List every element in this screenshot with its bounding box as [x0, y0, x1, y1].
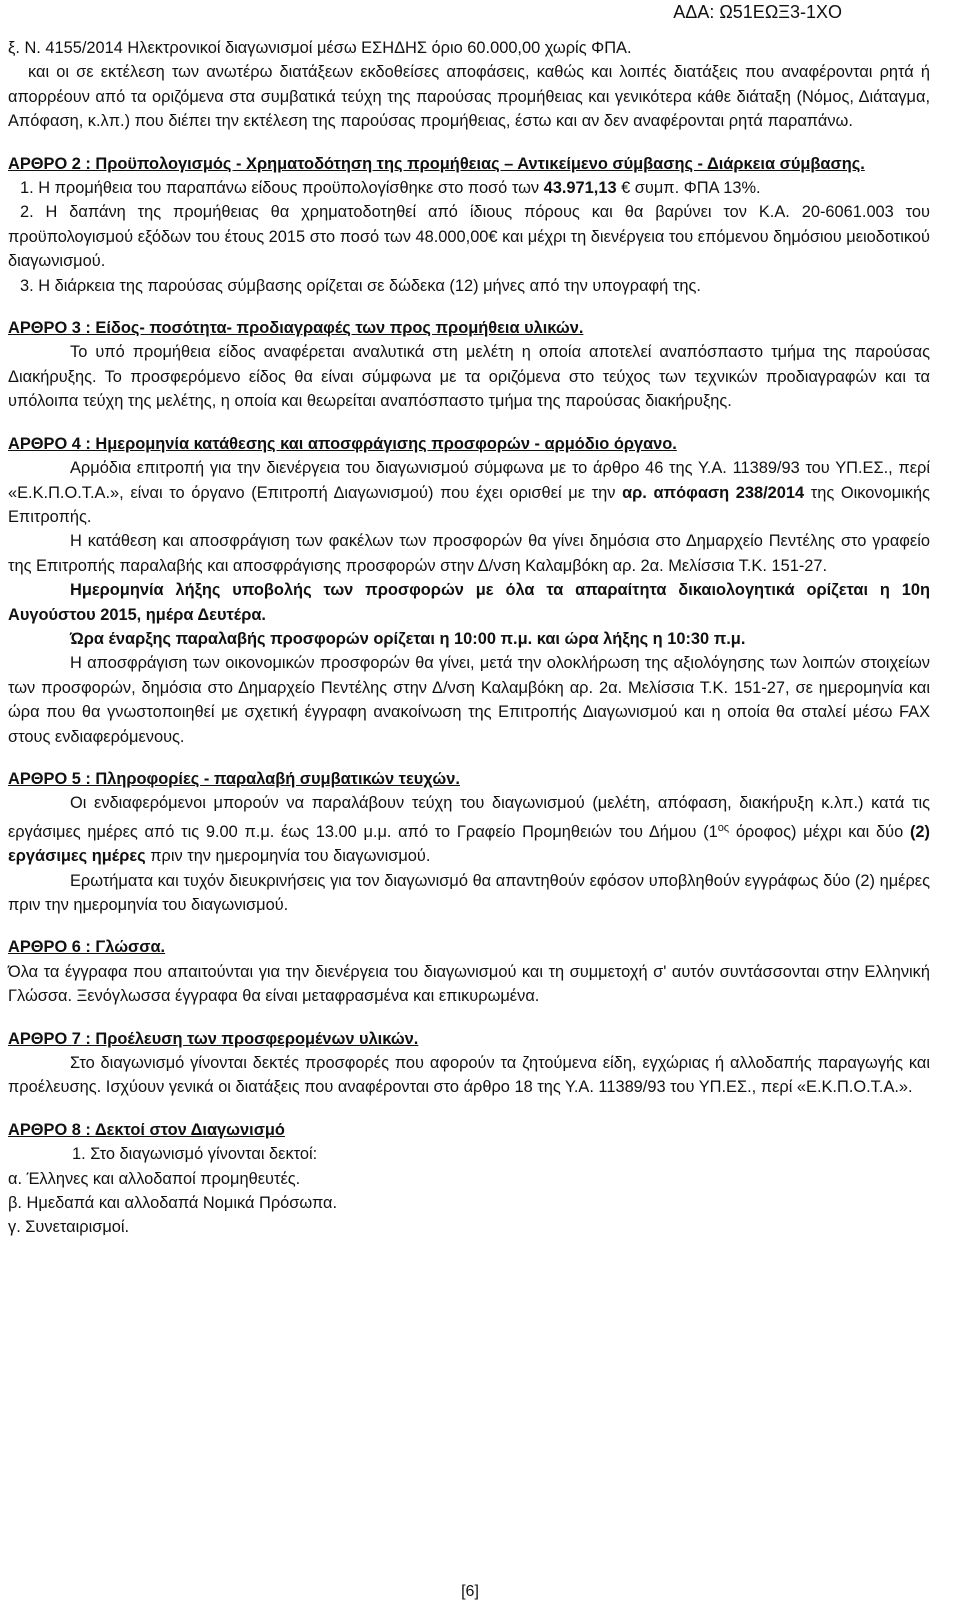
article-4-paragraph-5: Η αποσφράγιση των οικονομικών προσφορών θα γίνει, μετά την ολοκλήρωση της αξιολόγησης των λοιπών στοιχείων των προσφορών, δημόσια στο Δημαρχείο Πεντέλης στην Δ/νση Καλαμβόκη αρ. 2α. Μελίσσια Τ.Κ. 151-27, σε ημερομηνία και ώρα που θα γνωστοποιηθεί με σχετική έγγραφη ανακοίνωση της Επιτροπής Διαγωνισμού και η οποία θα σταλεί μέσω FAX στους ενδιαφερόμενους. [8, 654, 930, 746]
article-4-hours: Ώρα έναρξης παραλαβής προσφορών ορίζεται η 10:00 π.μ. και ώρα λήξης η 10:30 π.μ. [70, 629, 746, 648]
article-8-item-b: β. Ημεδαπά και αλλοδαπά Νομικά Πρόσωπα. [8, 1194, 338, 1213]
article-6-title: ΑΡΘΡΟ 6 : Γλώσσα. [8, 938, 166, 957]
article-2-item-3: 3. Η διάρκεια της παρούσας σύμβασης ορίζεται σε δώδεκα (12) μήνες από την υπογραφή της. [20, 276, 701, 295]
article-4-paragraph-2: Η κατάθεση και αποσφράγιση των φακέλων των προσφορών θα γίνει δημόσια στο Δημαρχείο Πεντέλης στο γραφείο της Επιτροπής παραλαβής και αποσφράγισης προσφορών στην Δ/νση Καλαμβόκη αρ. 2α. Μελίσσια Τ.Κ. 151-27. [8, 532, 930, 575]
article-5-paragraph-1: Οι ενδιαφερόμενοι μπορούν να παραλάβουν τεύχη του διαγωνισμού (μελέτη, απόφαση, διακήρυξη κ.λπ.) κατά τις εργάσιμες ημέρες από τις 9.00 π.μ. έως 13.00 μ.μ. από το Γραφείο Προμηθειών του Δήμου ($1^{o\varsigma}$ όροφος) μέχρι και δύο (2) εργάσιμες ημέρες πριν την ημερομηνία του διαγωνισμού. [8, 794, 930, 866]
article-8-title: ΑΡΘΡΟ 8 : Δεκτοί στον Διαγωνισμό [8, 1120, 285, 1139]
article-8-item-c: γ. Συνεταιρισμοί. [8, 1218, 130, 1237]
document-body [8, 36, 930, 1240]
article-4-title: ΑΡΘΡΟ 4 : Ημερομηνία κατάθεσης και αποσφράγισης προσφορών - αρμόδιο όργανο. [8, 434, 677, 453]
article-8-item-1: 1. Στο διαγωνισμό γίνονται δεκτοί: [72, 1145, 318, 1164]
article-6-paragraph: Όλα τα έγγραφα που απαιτούνται για την διενέργεια του διαγωνισμού και τη συμμετοχή σ' αυτόν συντάσσονται στην Ελληνική Γλώσσα. Ξενόγλωσσα έγγραφα θα είναι μεταφρασμένα και επικυρωμένα. [8, 962, 930, 1006]
page-number: [6] [461, 1583, 479, 1600]
article-3-title: ΑΡΘΡΟ 3 : Είδος- ποσότητα- προδιαγραφές των προς προμήθεια υλικών. [8, 319, 584, 338]
article-4-deadline: Ημερομηνία λήξης υποβολής των προσφορών με όλα τα απαραίτητα δικαιολογητικά ορίζεται η 10η Αυγούστου 2015, ημέρα Δευτέρα. [8, 581, 930, 624]
intro-paragraph: και οι σε εκτέλεση των ανωτέρω διατάξεων εκδοθείσες αποφάσεις, καθώς και λοιπές διατάξεις που αναφέρονται ρητά ή απορρέουν από τα οριζόμενα στα συμβατικά τεύχη της παρούσας προμήθειας και γενικότερα κάθε διάταξη (Νόμος, Διάταγμα, Απόφαση, κ.λπ.) που διέπει την εκτέλεση της παρούσας προμήθειας, έστω και αν δεν αναφέρονται ρητά παραπάνω. [8, 63, 930, 131]
article-7-paragraph: Στο διαγωνισμό γίνονται δεκτές προσφορές που αφορούν τα ζητούμενα είδη, εγχώριας ή αλλοδαπής παραγωγής και προέλευσης. Ισχύουν γενικά οι διατάξεις που αναφέρονται στο άρθρο 18 της Υ.Α. 11389/93 του ΥΠ.ΕΣ., περί «Ε.Κ.Π.Ο.Τ.Α.». [8, 1054, 930, 1097]
article-3-paragraph: Το υπό προμήθεια είδος αναφέρεται αναλυτικά στη μελέτη η οποία αποτελεί αναπόσπαστο τμήμα της παρούσας Διακήρυξης. Το προσφερόμενο είδος θα είναι σύμφωνα με τα οριζόμενα στο τεύχος των τεχνικών προδιαγραφών και τα υπόλοιπα τεύχη της μελέτης, η οποία και θεωρείται αναπόσπαστο τμήμα της παρούσας διακήρυξης. [8, 343, 930, 411]
article-8-item-a: α. Έλληνες και αλλοδαποί προμηθευτές. [8, 1169, 301, 1188]
article-4-paragraph-1: Αρμόδια επιτροπή για την διενέργεια του διαγωνισμού σύμφωνα με το άρθρο 46 της Υ.Α. 11389/93 του ΥΠ.ΕΣ., περί «Ε.Κ.Π.Ο.Τ.Α.», είναι το όργανο (Επιτροπή Διαγωνισμού) που έχει ορισθεί με την αρ. απόφαση 238/2014 της Οικονομικής Επιτροπής. [8, 459, 930, 526]
article-7-title: ΑΡΘΡΟ 7 : Προέλευση των προσφερομένων υλικών. [8, 1029, 419, 1048]
article-5-paragraph-2: Ερωτήματα και τυχόν διευκρινήσεις για τον διαγωνισμό θα απαντηθούν εφόσον υποβληθούν εγγράφως δύο (2) ημέρες πριν την ημερομηνία του διαγωνισμού. [8, 871, 930, 914]
ada-code: ΑΔΑ: Ω51ΕΩΞ3-1ΧΟ [673, 2, 842, 22]
article-5-title: ΑΡΘΡΟ 5 : Πληροφορίες - παραλαβή συμβατικών τευχών. [8, 769, 460, 788]
intro-xi-line: ξ. Ν. 4155/2014 Ηλεκτρονικοί διαγωνισμοί μέσω ΕΣΗΔΗΣ όριο 60.000,00 χωρίς ΦΠΑ. [8, 39, 632, 57]
article-2-item-1: 1. Η προμήθεια του παραπάνω είδους προϋπολογίσθηκε στο ποσό των 43.971,13 € συμπ. ΦΠΑ 13%. [20, 179, 761, 198]
article-2-item-2: 2. Η δαπάνη της προμήθειας θα χρηματοδοτηθεί από ίδιους πόρους και θα βαρύνει τον Κ.Α. 20-6061.003 του προϋπολογισμού εξόδων του έτους 2015 στο ποσό των 48.000,00€ και μέχρι τη διενέργεια του επόμενου δημόσιου μειοδοτικού διαγωνισμού. [8, 203, 930, 271]
article-2-title: ΑΡΘΡΟ 2 : Προϋπολογισμός - Χρηματοδότηση της προμήθειας – Αντικείμενο σύμβασης - Διάρκεια σύμβασης. [8, 154, 865, 173]
